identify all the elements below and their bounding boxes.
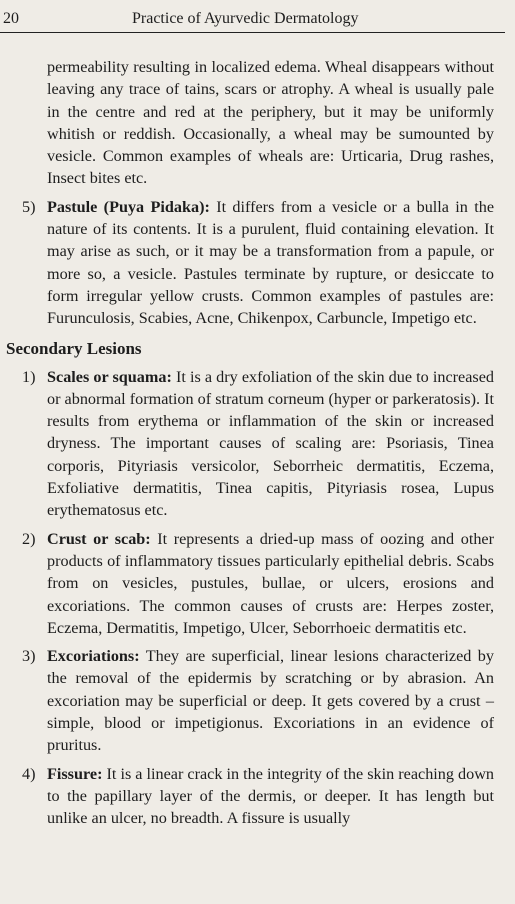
item-text: It differs from a vesicle or a bulla in the nature of its contents. It is a purulent, fluid containing elevation. It may arise as such, or it may be a transformation from a papule, or more so, a vesicle. Pastules terminate by rupture, or desiccate to form irregular yellow crusts. Common examples of pastules are: Furunculosis, Scabies, Acne, Chikenpox, Carbuncle, Impetigo etc. — [47, 197, 495, 328]
continuation-paragraph: permeability resulting in localized edema. Wheal disappears without leaving any trace of tains, scars or atrophy. A wheal is usually pale in the centre and red at the periphery, but it may be uniformly whitish or reddish. Occasionally, a wheal may be sumounted by vesicle. Common examples of wheals are: Urticaria, Drug rashes, Insect bites etc. — [47, 58, 494, 188]
list-item-excoriations — [0, 645, 494, 756]
list-item-crust — [0, 528, 494, 639]
item-number: 5) — [22, 197, 36, 216]
header-rule — [0, 32, 505, 33]
item-term: Excoriations: — [47, 647, 140, 666]
item-number: 1) — [22, 367, 36, 386]
list-item-scales — [0, 366, 494, 522]
list-item-pastule — [0, 196, 494, 330]
item-term: Pastule (Puya Pidaka): — [47, 197, 210, 216]
item-term: Crust or scab: — [47, 529, 151, 548]
item-paragraph — [47, 763, 494, 830]
item-text: They are superficial, linear lesions characterized by the removal of the epidermis by scratching or by abrasion. An excoriation may be superficial or deep. It gets covered by a crust – simple, blood or impetigionus. Excoriations in an evidence of pruritus. — [47, 647, 494, 755]
item-text: It is a dry exfoliation of the skin due to increased or abnormal formation of stratum corneum (hyper or parkeratosis). It results from erythema or inflammation of the skin or increased dryness. The important causes of scaling are: Psoriasis, Tinea corporis, Pityriasis versicolor, Seborrheic dermatitis, Eczema, Exfoliative dermatitis, Tinea capitis, Pityriasis rosea, Lupus erythematosus etc. — [47, 367, 494, 520]
item-number: 4) — [22, 764, 36, 783]
item-text: It is a linear crack in the integrity of the skin reaching down to the papillary layer of the dermis, or deeper. It has length but unlike an ulcer, no breadth. A fissure is usually — [47, 764, 494, 828]
page-header — [0, 10, 515, 32]
item-number: 3) — [22, 647, 36, 666]
item-paragraph — [47, 366, 494, 522]
list-item-fissure — [0, 763, 494, 830]
item-paragraph — [47, 528, 494, 639]
section-heading: Secondary Lesions — [6, 338, 142, 358]
item-term: Fissure: — [47, 764, 103, 783]
running-title: Practice of Ayurvedic Dermatology — [132, 10, 359, 27]
page-body — [0, 56, 515, 830]
item-number: 2) — [22, 529, 36, 548]
item-text: It represents a dried-up mass of oozing and other products of inflammatory tissues particularly epithelial debris. Scabs from on vesicles, pustules, bullae, or ulcers, erosions and excoriations. The common causes of crusts are: Herpes zoster, Eczema, Dermatitis, Impetigo, Ulcer, Seborrhoeic dermatitis etc. — [47, 529, 494, 637]
page-number: 20 — [3, 10, 19, 27]
item-paragraph — [47, 645, 494, 756]
item-paragraph — [47, 196, 494, 330]
item-term: Scales or squama: — [47, 367, 172, 386]
